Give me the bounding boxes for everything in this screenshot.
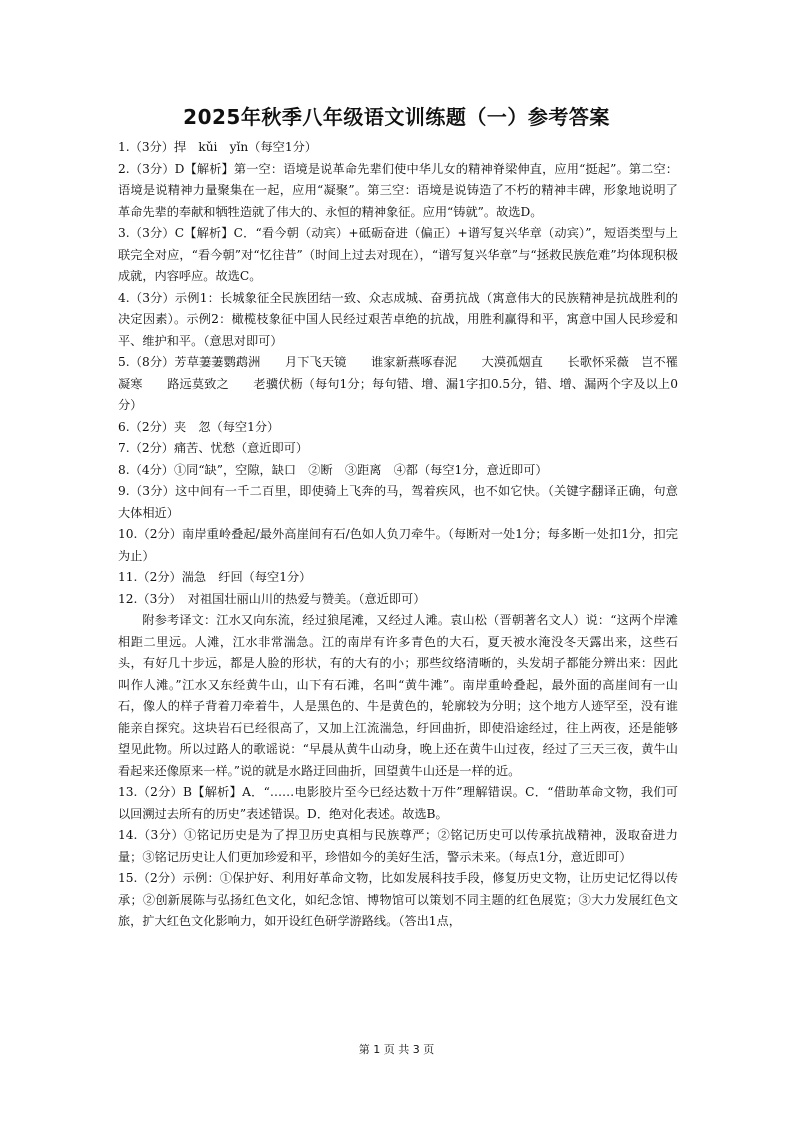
answer-item: 7.（2分）痛苦、忧愁（意近即可） (118, 441, 309, 455)
page-title: 2025年秋季八年级语文训练题（一）参考答案 (183, 105, 610, 129)
reference-translation: 附参考译文：江水又向东流，经过狼尾滩，又经过人滩。袁山松（晋朝著名文人）说：“这两个岸滩相距二里远。人滩，江水非常湍急。江的南岸有许多青色的大石，夏天被水淹没冬天露出来，这些石头，有好几十步远，都是人脸的形状，有的大有的小；那些纹络清晰的，头发胡子都能分辨出来：因此叫作人滩。”江水又东经黄牛山，山下有石滩，名叫“黄牛滩”。南岸重岭叠起，最外面的高崖间有一山石，像人的样子背着刀牵着牛，人是黑色的、牛是黄色的，轮廓较为分明；这个地方人迹罕至，没有谁能亲自探究。这块岩石已经很高了，又加上江流湍急，纡回曲折，即使沿途经过，往上两夜，还是能够望见此物。所以过路人的歌谣说：“早晨从黄牛山动身，晚上还在黄牛山过夜，经过了三天三夜，黄牛山看起来还像原来一样。”说的就是水路迂回曲折，回望黄牛山还是一样的近。 (118, 613, 678, 778)
answer-item: 12.（3分） 对祖国壮丽山川的热爱与赞美。（意近即可） (118, 591, 426, 606)
answer-item: 13.（2分）B【解析】A．“……电影胶片至今已经达数十万件”理解错误。C．“借助革命文物，我们可以回溯过去所有的历史”表述错误。D．绝对化表述。故选B。 (118, 785, 678, 821)
answer-item: 4.（3分）示例1：长城象征全民族团结一致、众志成城、奋勇抗战（寓意伟大的民族精神是抗战胜利的决定因素）。示例2：橄榄枝象征中国人民经过艰苦卓绝的抗战，用胜利赢得和平，寓意中国人民珍爱和平、维护和平。（意思对即可） (118, 290, 678, 348)
answer-item: 10.（2分）南岸重岭叠起/最外高崖间有石/色如人负刀牵牛。（每断对一处1分；每多断一处扣1分，扣完为止） (118, 527, 678, 563)
answer-item: 3.（3分）C【解析】C．“看今朝（动宾）+砥砺奋进（偏正）+谱写复兴华章（动宾）”，短语类型与上联完全对应，“看今朝”对“忆往昔”（时间上过去对现在），“谱写复兴华章”与“拯救民族危难”均体现积极成就，内容呼应。故选C。 (118, 226, 678, 283)
answer-content (118, 137, 678, 933)
answer-item: 11.（2分）湍急 纡回（每空1分） (118, 570, 312, 584)
answer-item: 8.（4分）①同“缺”，空隙，缺口 ②断 ③距离 ④都（每空1分，意近即可） (118, 462, 548, 477)
page-footer: 第 1 页 共 3 页 (358, 1043, 435, 1056)
answer-item: 2.（3分）D【解析】第一空：语境是说革命先辈们使中华儿女的精神脊梁伸直，应用“挺起”。第二空：语境是说精神力量聚集在一起，应用“凝聚”。第三空：语境是说铸造了不朽的精神丰碑，形象地说明了革命先辈的奉献和牺牲造就了伟大的、永恒的精神象征。应用“铸就”。故选D。 (118, 161, 678, 219)
answer-item: 1.（3分）捍 kǔi yǐn（每空1分） (118, 140, 317, 154)
answer-item: 5.（8分）芳草萋萋鹦鹉洲 月下飞天镜 谁家新燕啄春泥 大漠孤烟直 长歌怀采薇 岂不罹凝寒 路远莫致之 老骥伏枥（每句1分；每句错、增、漏1字扣0.5分，错、增、漏两个字及以上0分） (118, 355, 678, 412)
answer-item: 9.（3分）这中间有一千二百里，即使骑上飞奔的马，驾着疾风，也不如它快。（关键字翻译正确，句意大体相近） (118, 484, 678, 520)
answer-item: 6.（2分）夹 忽（每空1分） (118, 419, 280, 434)
answer-item: 15.（2分）示例：①保护好、利用好革命文物，比如发展科技手段，修复历史文物，让历史记忆得以传承；②创新展陈与弘扬红色文化，如纪念馆、博物馆可以策划不同主题的红色展览；③大力发展红色文旅，扩大红色文化影响力，如开设红色研学游路线。（答出1点， (118, 871, 678, 928)
answer-item: 14.（3分）①铭记历史是为了捍卫历史真相与民族尊严；②铭记历史可以传承抗战精神，汲取奋进力量；③铭记历史让人们更加珍爱和平，珍惜如今的美好生活，警示未来。（每点1分，意近即可） (118, 828, 678, 864)
